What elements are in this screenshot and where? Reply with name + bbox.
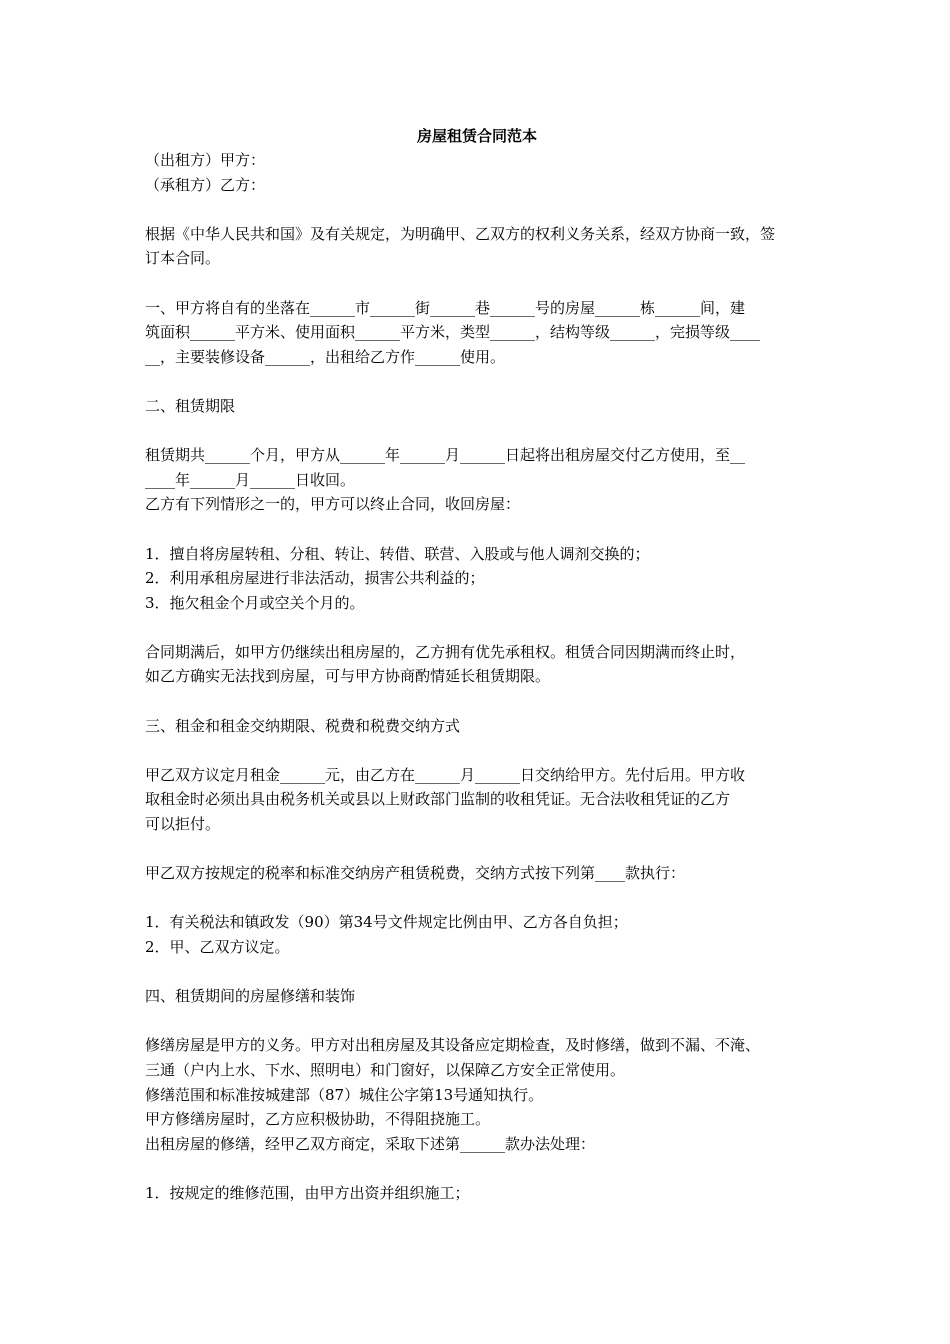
text-line: 租赁期共______个月，甲方从______年______月______日起将出租房屋交付乙方使用，至__ <box>145 446 746 465</box>
text-line: 1．有关税法和镇政发（90）第34号文件规定比例由甲、乙方各自负担； <box>145 913 628 932</box>
blank-line <box>145 419 809 444</box>
text-line: 二、租赁期限 <box>145 396 236 415</box>
blank-line <box>145 738 809 763</box>
text-line: 一、甲方将自有的坐落在______市______街______巷______号的房屋______栋______间，建 <box>145 298 746 317</box>
blank-line <box>145 271 809 296</box>
text-line: 1．按规定的维修范围，由甲方出资并组织施工； <box>145 1183 470 1202</box>
text-line: ____年______月______日收回。 <box>145 470 356 489</box>
blank-line <box>145 837 809 862</box>
text-line: 四、租赁期间的房屋修缮和装饰 <box>145 987 356 1006</box>
blank-line <box>145 1009 809 1034</box>
text-line: （承租方）乙方： <box>145 175 266 194</box>
document-title: 房屋租赁合同范本 <box>416 127 537 145</box>
text-line: 可以拒付。 <box>145 815 221 834</box>
text-line: 筑面积______平方米、使用面积______平方米，类型______，结构等级______，完损等级____ <box>145 323 761 342</box>
text-line: 甲乙双方按规定的税率和标准交纳房产租赁税费，交纳方式按下列第____款执行： <box>145 864 686 883</box>
text-line: __，主要装修设备______，出租给乙方作______使用。 <box>145 347 506 366</box>
document-page <box>145 124 809 1206</box>
text-line: 2．甲、乙双方议定。 <box>145 938 290 956</box>
text-line: 修缮房屋是甲方的义务。甲方对出租房屋及其设备应定期检查，及时修缮，做到不漏、不淹、 <box>145 1036 761 1055</box>
blank-line <box>145 517 809 542</box>
text-line: 1．擅自将房屋转租、分租、转让、转借、联营、入股或与他人调剂交换的； <box>145 544 650 563</box>
text-line: 甲方修缮房屋时，乙方应积极协助，不得阻挠施工。 <box>145 1110 491 1129</box>
text-line: 修缮范围和标准按城建部（87）城住公字第13号通知执行。 <box>145 1085 544 1104</box>
text-line: 订本合同。 <box>145 249 221 268</box>
text-line: 3．拖欠租金个月或空关个月的。 <box>145 593 365 612</box>
blank-line <box>145 369 809 394</box>
blank-line <box>145 689 809 714</box>
text-line: 三通（户内上水、下水、照明电）和门窗好，以保障乙方安全正常使用。 <box>145 1060 626 1079</box>
text-line: 2．利用承租房屋进行非法活动，损害公共利益的； <box>145 569 485 588</box>
text-line: 三、租金和租金交纳期限、税费和税费交纳方式 <box>145 716 461 735</box>
document-body <box>145 148 809 1206</box>
blank-line <box>145 1156 809 1181</box>
text-line: 根据《中华人民共和国》及有关规定，为明确甲、乙双方的权利义务关系，经双方协商一致，签 <box>145 224 776 243</box>
blank-line <box>145 615 809 640</box>
text-line: 如乙方确实无法找到房屋，可与甲方协商酌情延长租赁期限。 <box>145 667 551 686</box>
text-line: 乙方有下列情形之一的，甲方可以终止合同，收回房屋： <box>145 495 521 514</box>
blank-line <box>145 886 809 911</box>
text-line: 取租金时必须出具由税务机关或县以上财政部门监制的收租凭证。无合法收租凭证的乙方 <box>145 790 731 809</box>
text-line: （出租方）甲方： <box>145 151 266 169</box>
blank-line <box>145 960 809 985</box>
text-line: 出租房屋的修缮，经甲乙双方商定，采取下述第______款办法处理： <box>145 1134 596 1153</box>
blank-line <box>145 197 809 222</box>
text-line: 合同期满后，如甲方仍继续出租房屋的，乙方拥有优先承租权。租赁合同因期满而终止时， <box>145 642 746 661</box>
text-line: 甲乙双方议定月租金______元，由乙方在______月______日交纳给甲方。先付后用。甲方收 <box>145 765 746 784</box>
